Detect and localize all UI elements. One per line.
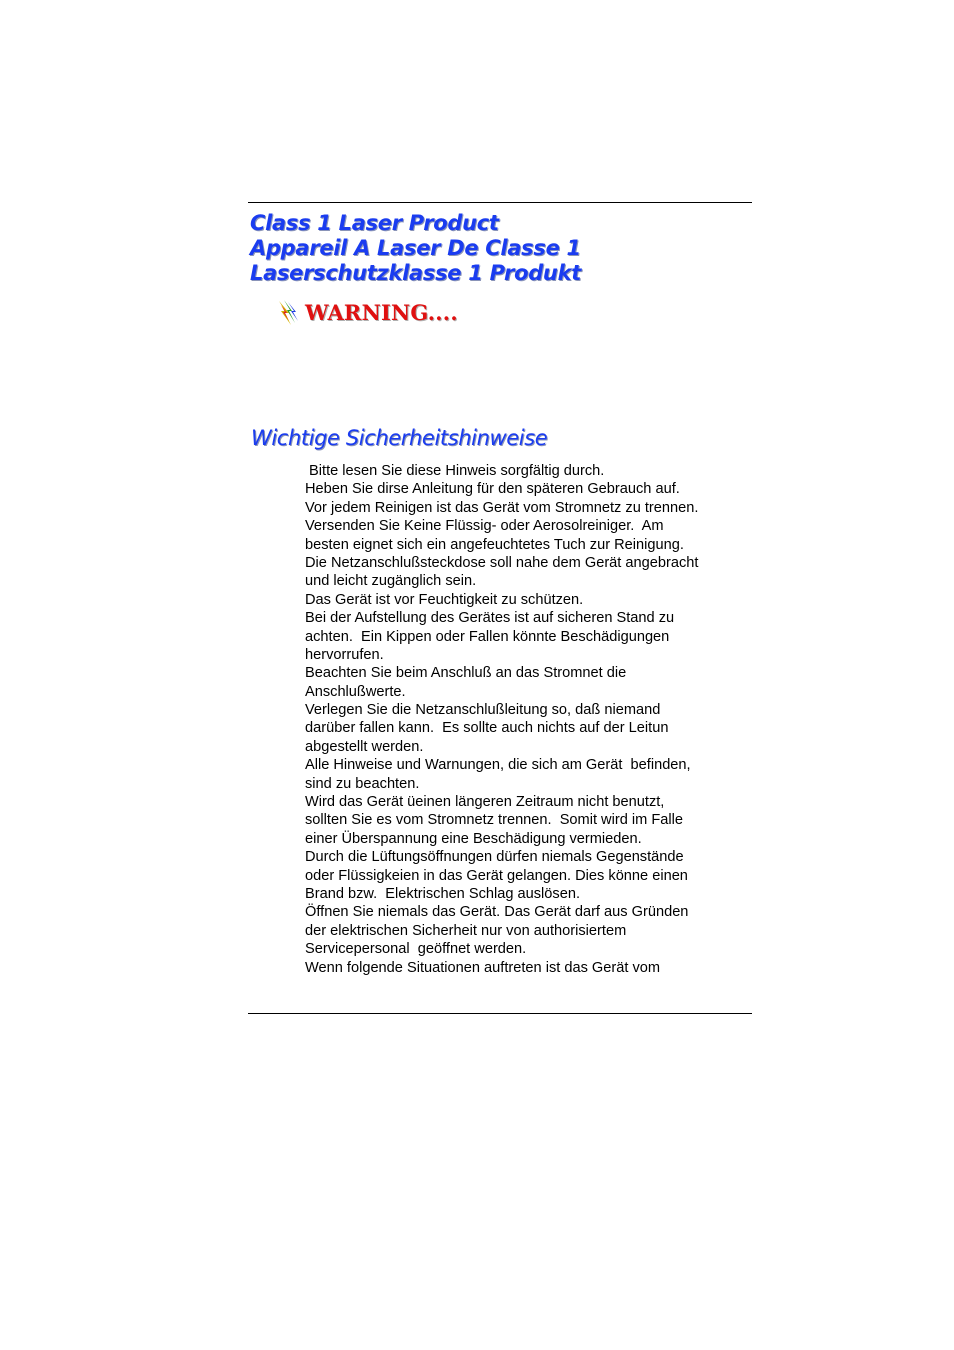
top-divider bbox=[248, 202, 752, 203]
body-line: und leicht zugänglich sein. bbox=[305, 573, 477, 590]
body-line: hervorrufen. bbox=[305, 646, 384, 663]
body-line: achten. Ein Kippen oder Fallen könnte Beschädigungen bbox=[305, 628, 670, 645]
body-line: Versenden Sie Keine Flüssig- oder Aerosolreiniger. Am bbox=[305, 518, 664, 535]
body-line: Brand bzw. Elektrischen Schlag auslösen. bbox=[305, 885, 581, 902]
body-line: Wird das Gerät üeinen längeren Zeitraum nicht benutzt, bbox=[305, 794, 665, 811]
warning-label: WARNING.... bbox=[305, 300, 458, 325]
bottom-divider bbox=[248, 1013, 752, 1014]
body-line: der elektrischen Sicherheit nur von authorisiertem bbox=[305, 922, 627, 939]
body-line: Beachten Sie beim Anschluß an das Stromnet die bbox=[305, 665, 627, 682]
body-line: Bitte lesen Sie diese Hinweis sorgfältig durch. bbox=[305, 463, 605, 479]
body-line: Verlegen Sie die Netzanschlußleitung so, daß niemand bbox=[305, 702, 661, 719]
body-line: Öffnen Sie niemals das Gerät. Das Gerät darf aus Gründen bbox=[305, 904, 689, 921]
body-line: abgestellt werden. bbox=[305, 738, 424, 755]
laser-title-german: Laserschutzklasse 1 Produkt bbox=[250, 261, 581, 285]
warning-banner bbox=[277, 298, 458, 328]
body-line: Das Gerät ist vor Feuchtigkeit zu schützen. bbox=[305, 591, 584, 608]
body-line: Vor jedem Reinigen ist das Gerät vom Stromnetz zu trennen. bbox=[305, 499, 699, 516]
body-line: Wenn folgende Situationen auftreten ist das Gerät vom bbox=[305, 959, 661, 976]
body-line: darüber fallen kann. Es sollte auch nichts auf der Leitun bbox=[305, 720, 669, 737]
body-line: Alle Hinweise und Warnungen, die sich am Gerät befinden, bbox=[305, 757, 691, 774]
body-line: Heben Sie dirse Anleitung für den späteren Gebrauch auf. bbox=[305, 481, 680, 498]
body-line: sind zu beachten. bbox=[305, 775, 420, 792]
body-line: Servicepersonal geöffnet werden. bbox=[305, 941, 527, 958]
laser-title-french: Appareil A Laser De Classe 1 bbox=[250, 236, 581, 260]
body-line: sollten Sie es vom Stromnetz trennen. Somit wird im Falle bbox=[305, 812, 683, 829]
body-line: Anschlußwerte. bbox=[305, 683, 406, 700]
safety-instructions-body bbox=[305, 462, 750, 977]
body-line: einer Überspannung eine Beschädigung vermieden. bbox=[305, 830, 642, 847]
laser-class-titles bbox=[250, 211, 750, 286]
body-line: Die Netzanschlußsteckdose soll nahe dem Gerät angebracht bbox=[305, 554, 699, 571]
section-title: Wichtige Sicherheitshinweise bbox=[251, 426, 548, 450]
body-line: Bei der Aufstellung des Gerätes ist auf sicheren Stand zu bbox=[305, 610, 675, 627]
body-line: oder Flüssigkeien in das Gerät gelangen. Dies könne einen bbox=[305, 867, 688, 884]
laser-title-english: Class 1 Laser Product bbox=[250, 211, 499, 235]
body-line: Durch die Lüftungsöffnungen dürfen niemals Gegenstände bbox=[305, 849, 684, 866]
warning-arrows-icon bbox=[277, 299, 301, 327]
body-line: besten eignet sich ein angefeuchtetes Tuch zur Reinigung. bbox=[305, 536, 684, 553]
